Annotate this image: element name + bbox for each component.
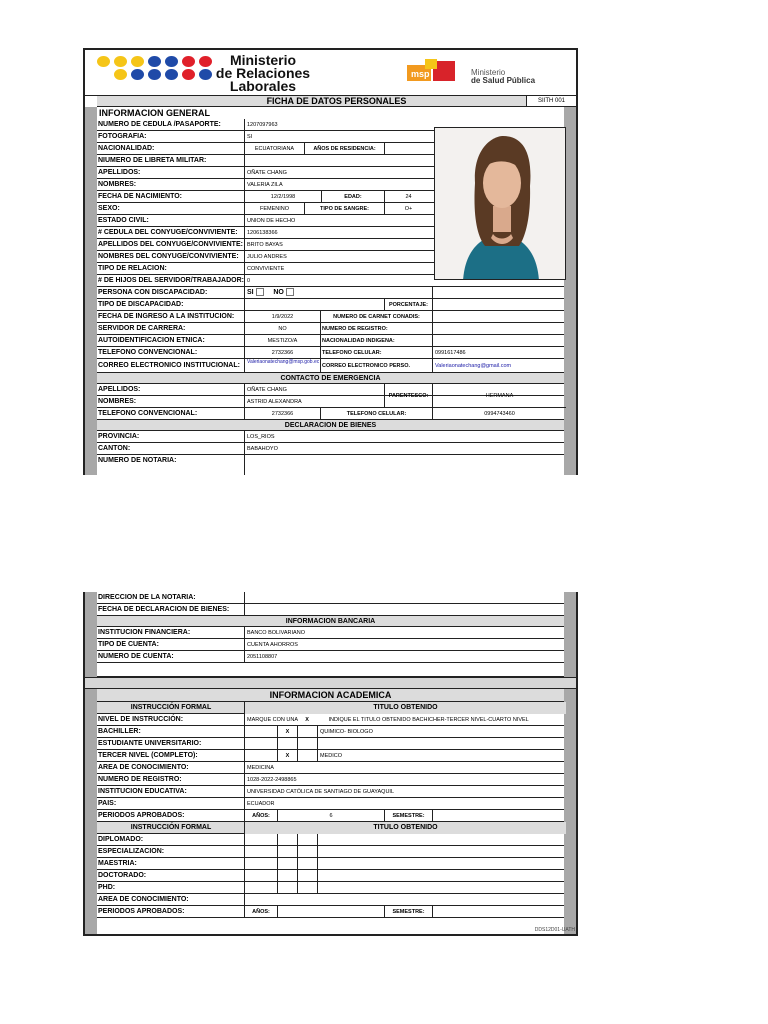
- doctorado-titulo-value[interactable]: [317, 870, 566, 882]
- discapacidad-si-checkbox[interactable]: [256, 288, 264, 296]
- tipo-relacion-value[interactable]: CONVIVIENTE: [244, 263, 432, 275]
- anos-value[interactable]: 6: [277, 810, 384, 822]
- svg-text:msp: msp: [411, 69, 430, 79]
- row-estado-civil: ESTADO CIVIL: UNION DE HECHO: [97, 215, 564, 227]
- estado-civil-value[interactable]: UNION DE HECHO: [244, 215, 432, 227]
- especializacion-check[interactable]: [277, 846, 297, 858]
- conyuge-cedula-value[interactable]: 1206138366: [244, 227, 432, 239]
- row-emergencia-apellidos: APELLIDOS: OÑATE CHANG: [97, 384, 564, 396]
- etnica-value[interactable]: MESTIZO/A: [244, 335, 320, 347]
- institucion-educativa-value[interactable]: UNIVERSIDAD CATÓLICA DE SANTIAGO DE GUAYAQUIL: [244, 786, 566, 798]
- separator-band: [85, 677, 576, 689]
- row-especializacion: ESPECIALIZACION:: [97, 846, 564, 858]
- row-academica-headers-2: INSTRUCCIÓN FORMAL TITULO OBTENIDO: [97, 822, 564, 834]
- registro-carrera-value[interactable]: [432, 323, 566, 335]
- diplomado-titulo-value[interactable]: [317, 834, 566, 846]
- row-ingreso: FECHA DE INGRESO A LA INSTITUCION: 1/9/2022 NUMERO DE CARNET CONADIS:: [97, 311, 564, 323]
- row-periodos: PERIODOS APROBADOS: AÑOS: 6 SEMESTRE:: [97, 810, 564, 822]
- row-direccion-notaria: DIRECCION DE LA NOTARIA:: [97, 592, 564, 604]
- row-diplomado: DIPLOMADO:: [97, 834, 564, 846]
- apellidos-value[interactable]: OÑATE CHANG: [244, 167, 432, 179]
- maestria-titulo-value[interactable]: [317, 858, 566, 870]
- profile-photo: [434, 127, 566, 280]
- row-pais: PAIS: ECUADOR: [97, 798, 564, 810]
- libreta-value[interactable]: [244, 155, 432, 167]
- conadis-value[interactable]: [432, 311, 566, 323]
- row-numero-registro: NUMERO DE REGISTRO: 1028-2022-2498865: [97, 774, 564, 786]
- bachiller-titulo-value[interactable]: QUIMICO- BIOLOGO: [317, 726, 566, 738]
- row-correo: CORREO ELECTRONICO INSTITUCIONAL: Valeriaonatechang@msp.gob.ec CORREO ELECTRONICO PERSO. Valeriaonatechang@gmail.com: [97, 359, 564, 373]
- section-informacion-general: INFORMACION GENERAL: [99, 108, 210, 118]
- fotografia-value[interactable]: SI: [244, 131, 432, 143]
- semestre-value[interactable]: [432, 810, 566, 822]
- cedula-value[interactable]: 1207097963: [244, 119, 432, 131]
- row-conyuge-nombres: NOMBRES DEL CONYUGE/CONVIVIENTE: JULIO ANDRES: [97, 251, 564, 263]
- edad-value[interactable]: 24: [384, 191, 432, 203]
- row-bachiller: BACHILLER: X QUIMICO- BIOLOGO: [97, 726, 564, 738]
- estudiante-check[interactable]: [277, 738, 297, 750]
- conyuge-nombres-value[interactable]: JULIO ANDRES: [244, 251, 432, 263]
- especializacion-titulo-value[interactable]: [317, 846, 566, 858]
- row-nacimiento: FECHA DE NACIMIENTO: 12/2/1998 EDAD: 24: [97, 191, 564, 203]
- institucion-financiera-value[interactable]: BANCO BOLIVARIANO: [244, 627, 566, 639]
- row-emergencia-nombres: NOMBRES: ASTRID ALEXANDRA: [97, 396, 564, 408]
- telefono-cel-value[interactable]: 0991617486: [432, 347, 566, 359]
- diplomado-check[interactable]: [277, 834, 297, 846]
- row-libreta: NIUMERO DE LIBRETA MILITAR:: [97, 155, 564, 167]
- row-notaria: NUMERO DE NOTARIA:: [97, 455, 564, 475]
- row-numero-cuenta: NUMERO DE CUENTA: 2051108807: [97, 651, 564, 663]
- ingreso-value[interactable]: 1/9/2022: [244, 311, 320, 323]
- tipo-discapacidad-value[interactable]: [244, 299, 384, 311]
- phd-titulo-value[interactable]: [317, 882, 566, 894]
- hijos-value[interactable]: 0: [244, 275, 432, 287]
- numero-registro-value[interactable]: 1028-2022-2498865: [244, 774, 566, 786]
- maestria-check[interactable]: [277, 858, 297, 870]
- person-photo-icon: [435, 128, 566, 280]
- row-area-conocimiento: AREA DE CONOCIMIENTO: MEDICINA: [97, 762, 564, 774]
- row-sexo: SEXO: FEMENINO TIPO DE SANGRE: O+: [97, 203, 564, 215]
- ministerio-title: Ministerio de Relaciones Laborales: [215, 52, 311, 94]
- footer-code: DDS12D01-UATH: [534, 927, 575, 933]
- estudiante-titulo-value[interactable]: [317, 738, 566, 750]
- msp-logo-icon: [407, 59, 465, 83]
- semestre-2-value[interactable]: [432, 906, 566, 918]
- row-discapacidad: PERSONA CON DISCAPACIDAD: SI NO: [97, 287, 564, 299]
- row-academica-headers: INSTRUCCIÓN FORMAL TITULO OBTENIDO: [97, 702, 564, 714]
- correo-institucional-value[interactable]: Valeriaonatechang@msp.gob.ec: [244, 359, 320, 373]
- notaria-value[interactable]: [244, 455, 566, 475]
- row-institucion-educativa: INSTITUCION EDUCATIVA: UNIVERSIDAD CATÓLICA DE SANTIAGO DE GUAYAQUIL: [97, 786, 564, 798]
- msp-caption: Ministerio de Salud Pública: [471, 68, 536, 85]
- row-tipo-discapacidad: TIPO DE DISCAPACIDAD: PORCENTAJE:: [97, 299, 564, 311]
- discapacidad-no-checkbox[interactable]: [286, 288, 294, 296]
- row-fotografia: FOTOGRAFIA: SI: [97, 131, 564, 143]
- numero-cuenta-value[interactable]: 2051108807: [244, 651, 566, 663]
- sangre-value[interactable]: O+: [384, 203, 432, 215]
- form-page-1: [83, 48, 578, 475]
- form-header: [85, 50, 576, 96]
- row-cedula: NUMERO DE CEDULA /PASAPORTE: 1207097963: [97, 119, 564, 131]
- row-nombres: NOMBRES: VALERIA ZILA: [97, 179, 564, 191]
- nacimiento-value[interactable]: 12/2/1998: [244, 191, 321, 203]
- parentesco-label: PARENTESCO:: [384, 384, 432, 408]
- row-conyuge-cedula: # CEDULA DEL CONYUGE/CONVIVIENTE: 1206138366: [97, 227, 564, 239]
- row-institucion-financiera: INSTITUCION FINANCIERA: BANCO BOLIVARIANO: [97, 627, 564, 639]
- spacer-row: [97, 663, 564, 677]
- conyuge-apellidos-value[interactable]: BRITO BAYAS: [244, 239, 432, 251]
- emergencia-tel-conv-value[interactable]: 2732366: [244, 408, 320, 420]
- row-periodos-2: PERIODOS APROBADOS: AÑOS: SEMESTRE:: [97, 906, 564, 918]
- form-code: SIITH 001: [526, 96, 576, 107]
- fecha-declaracion-value[interactable]: [244, 604, 566, 616]
- row-tercer-nivel: TERCER NIVEL (COMPLETO): X MEDICO: [97, 750, 564, 762]
- row-fecha-declaracion: FECHA DE DECLARACION DE BIENES:: [97, 604, 564, 616]
- row-estudiante: ESTUDIANTE UNIVERSITARIO:: [97, 738, 564, 750]
- row-tipo-relacion: TIPO DE RELACION: CONVIVIENTE: [97, 263, 564, 275]
- area-conocimiento-2-value[interactable]: [244, 894, 566, 906]
- tercer-nivel-check[interactable]: X: [277, 750, 297, 762]
- row-area-conocimiento-2: AREA DE CONOCIMIENTO:: [97, 894, 564, 906]
- section-informacion-academica: INFORMACION ACADEMICA: [97, 689, 564, 702]
- form-title: FICHA DE DATOS PERSONALES: [97, 96, 576, 107]
- row-nivel-instruccion: NIVEL DE INSTRUCCIÓN: MARQUE CON UNA X INDIQUE EL TITULO OBTENIDO BACHICHER-TERCER NIVEL-CUARTO NIVEL: [97, 714, 564, 726]
- porcentaje-value[interactable]: [432, 299, 566, 311]
- correo-personal-value[interactable]: Valeriaonatechang@gmail.com: [432, 359, 566, 373]
- tipo-cuenta-value[interactable]: CUENTA AHORROS: [244, 639, 566, 651]
- parentesco-value[interactable]: HERMANA: [432, 384, 566, 408]
- row-maestria: MAESTRIA:: [97, 858, 564, 870]
- row-hijos: # DE HIJOS DEL SERVIDOR/TRABAJADOR: 0: [97, 275, 564, 287]
- row-tipo-cuenta: TIPO DE CUENTA: CUENTA AHORROS: [97, 639, 564, 651]
- row-doctorado: DOCTORADO:: [97, 870, 564, 882]
- canton-value[interactable]: BABAHOYO: [244, 443, 566, 455]
- row-etnica: AUTOIDENTIFICACION ETNICA: MESTIZO/A NACIONALIDAD INDIGENA:: [97, 335, 564, 347]
- section-declaracion-bienes: DECLARACION DE BIENES: [97, 420, 564, 431]
- emergencia-nombres-value[interactable]: ASTRID ALEXANDRA: [244, 396, 384, 408]
- provincia-value[interactable]: LOS_RIOS: [244, 431, 566, 443]
- left-border-band-2: [85, 592, 97, 934]
- row-canton: CANTON: BABAHOYO: [97, 443, 564, 455]
- row-emergencia-telefono: TELEFONO CONVENCIONAL: 2732366 TELEFONO CELULAR: 0994743460: [97, 408, 564, 420]
- tercer-nivel-titulo-value[interactable]: MEDICO: [317, 750, 566, 762]
- row-nacionalidad: NACIONALIDAD: ECUATORIANA AÑOS DE RESIDENCIA:: [97, 143, 564, 155]
- carrera-value[interactable]: NO: [244, 323, 320, 335]
- emergencia-tel-cel-value[interactable]: 0994743460: [432, 408, 566, 420]
- bachiller-check[interactable]: X: [277, 726, 297, 738]
- pais-value[interactable]: ECUADOR: [244, 798, 566, 810]
- left-border-band: [85, 107, 97, 475]
- row-telefono: TELEFONO CONVENCIONAL: 2732366 TELEFONO CELULAR: 0991617486: [97, 347, 564, 359]
- doctorado-check[interactable]: [277, 870, 297, 882]
- nacionalidad-value[interactable]: ECUATORIANA: [244, 143, 304, 155]
- section-informacion-bancaria: INFORMACION BANCARIA: [97, 616, 564, 627]
- sexo-value[interactable]: FEMENINO: [244, 203, 304, 215]
- section-contacto-emergencia: CONTACTO DE EMERGENCIA: [97, 373, 564, 384]
- telefono-conv-value[interactable]: 2732366: [244, 347, 320, 359]
- row-apellidos: APELLIDOS: OÑATE CHANG: [97, 167, 564, 179]
- indigena-value[interactable]: [432, 335, 566, 347]
- phd-check[interactable]: [277, 882, 297, 894]
- area-conocimiento-value[interactable]: MEDICINA: [244, 762, 566, 774]
- row-conyuge-apellidos: APELLIDOS DEL CONYUGE/CONVIVIENTE: BRITO BAYAS: [97, 239, 564, 251]
- nombres-value[interactable]: VALERIA ZILA: [244, 179, 432, 191]
- direccion-notaria-value[interactable]: [244, 592, 566, 604]
- residencia-value[interactable]: [384, 143, 432, 155]
- emergencia-apellidos-value[interactable]: OÑATE CHANG: [244, 384, 384, 396]
- anos-2-value[interactable]: [277, 906, 384, 918]
- row-phd: PHD:: [97, 882, 564, 894]
- form-page-2: [83, 592, 578, 936]
- row-carrera: SERVIDOR DE CARRERA: NO NUMERO DE REGISTRO:: [97, 323, 564, 335]
- row-provincia: PROVINCIA: LOS_RIOS: [97, 431, 564, 443]
